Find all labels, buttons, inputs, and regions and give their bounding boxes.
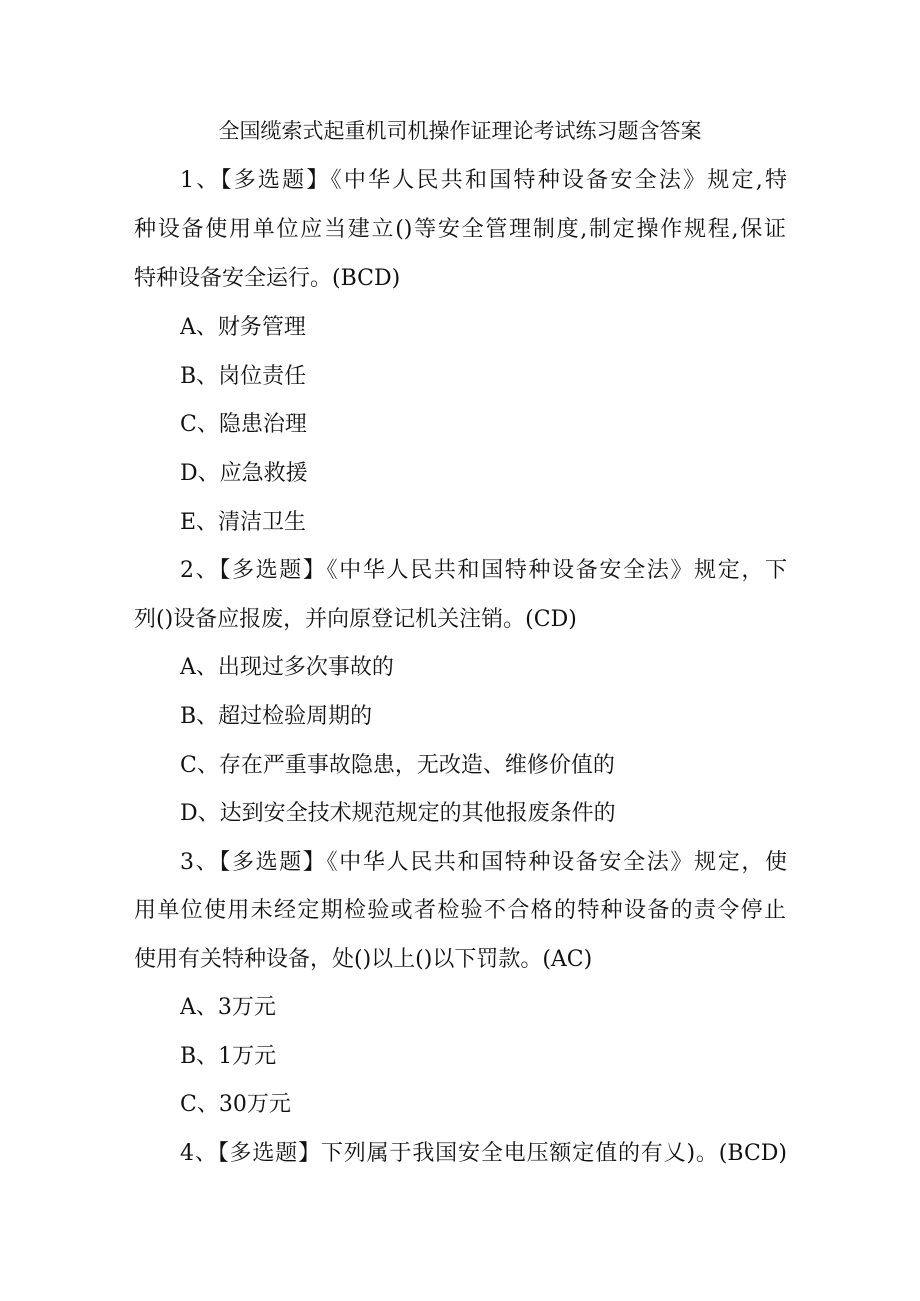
question-2-line-2: 列()设备应报废，并向原登记机关注销。(CD): [134, 607, 577, 632]
question-1-line-1: 1、【多选题】《中华人民共和国特种设备安全法》规定,特: [180, 168, 787, 193]
question-4-line-1: 4、【多选题】下列属于我国安全电压额定值的有乂)。(BCD): [180, 1141, 787, 1166]
question-3-line-2: 用单位使用未经定期检验或者检验不合格的特种设备的责令停止: [134, 898, 786, 923]
question-1-option-d: D、应急救援: [180, 461, 308, 486]
question-1-option-e: E、清洁卫生: [180, 510, 307, 535]
question-1-option-c: C、隐患治理: [180, 412, 307, 437]
document-title: 全国缆索式起重机司机操作证理论考试练习题含答案: [218, 119, 702, 143]
question-3-line-3: 使用有关特种设备，处()以上()以下罚款。(AC): [134, 947, 593, 972]
question-3-line-1: 3、【多选题】《中华人民共和国特种设备安全法》规定，使: [180, 850, 787, 875]
question-2-option-a: A、出现过多次事故的: [180, 655, 394, 680]
question-3-option-b: B、1万元: [180, 1044, 277, 1069]
question-3-option-a: A、3万元: [180, 995, 276, 1020]
question-2-line-1: 2、【多选题】《中华人民共和国特种设备安全法》规定，下: [180, 558, 787, 583]
question-2-option-d: D、达到安全技术规范规定的其他报废条件的: [180, 801, 616, 826]
question-1-option-a: A、财务管理: [180, 315, 306, 340]
question-1-line-3: 特种设备安全运行。(BCD): [134, 266, 401, 291]
question-2-option-c: C、存在严重事故隐患，无改造、维修价值的: [180, 753, 615, 778]
question-1-option-b: B、岗位责任: [180, 364, 307, 389]
question-1-line-2: 种设备使用单位应当建立()等安全管理制度,制定操作规程,保证: [134, 217, 786, 242]
question-2-option-b: B、超过检验周期的: [180, 704, 373, 729]
question-3-option-c: C、30万元: [180, 1092, 291, 1117]
